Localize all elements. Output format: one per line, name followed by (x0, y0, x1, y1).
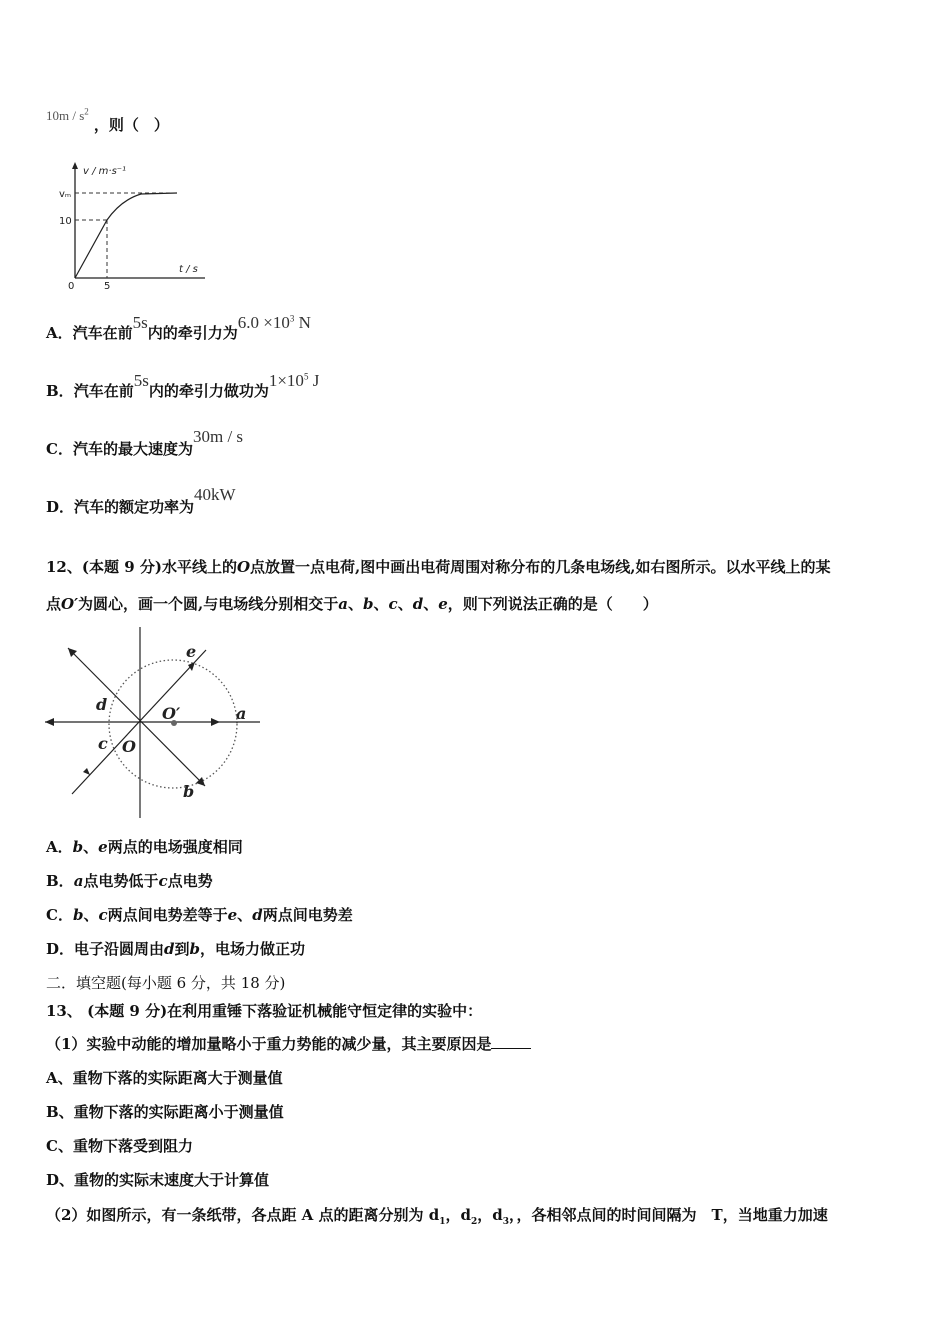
top-line (46, 104, 169, 134)
q11-option-a: A．汽车在前5s内的牵引力为$6.0 \times 10^3$ N (46, 313, 311, 342)
q13-option-a: A、重物下落的实际距离大于测量值 (46, 1069, 283, 1087)
label-b: b (183, 782, 195, 801)
q12-option-d: D．电子沿圆周由d到b，电场力做正功 (46, 940, 306, 958)
label-o-prime: O′ (162, 704, 181, 723)
section2-heading: 二．填空题(每小题 6 分，共 18 分) (46, 974, 286, 992)
q11-option-b: B．汽车在前5s内的牵引力做功为$1\times 10^5$ J (46, 371, 320, 400)
velocity-time-graph (55, 160, 220, 295)
q12-option-c: C．b、c两点间电势差等于e、d两点间电势差 (46, 906, 353, 924)
q11-option-c: C．汽车的最大速度为30m / s (46, 427, 244, 458)
label-e: e (186, 642, 197, 661)
electric-field-figure (40, 622, 270, 822)
label-o: O (122, 737, 136, 756)
top-line-text: ，则（ ） (93, 116, 169, 134)
answer-blank[interactable] (491, 1036, 531, 1049)
t5-tick: 5 (104, 281, 111, 292)
accel-expression: $10m / s^2$ (46, 106, 89, 123)
q12-stem-line2: 点O′为圆心，画一个圆,与电场线分别相交于a、b、c、d、e，则下列说法正确的是（ ） (46, 595, 658, 613)
q13-part1: （1）实验中动能的增加量略小于重力势能的减少量，其主要原因是 (46, 1033, 531, 1054)
q13-option-c: C、重物下落受到阻力 (46, 1137, 193, 1155)
q12-option-a: A．b、e两点的电场强度相同 (46, 838, 243, 856)
label-a: a (236, 704, 247, 723)
q12-option-b: B．a点电势低于c点电势 (46, 872, 213, 890)
q13-part2: （2）如图所示，有一条纸带，各点距 A 点的距离分别为 $d_1$，$d_2$，$d_3$，，各相邻点间的时间间隔为 T，当地重力加速 (46, 1206, 828, 1227)
vm-tick: vₘ (59, 189, 72, 200)
diagonal-field-line-db (68, 648, 205, 786)
q13-option-d: D、重物的实际末速度大于计算值 (46, 1171, 270, 1189)
v10-tick: 10 (59, 216, 72, 227)
label-d: d (96, 695, 108, 714)
q13-title: 13、 (本题 9 分)在利用重锤下落验证机械能守恒定律的实验中： (46, 1002, 483, 1020)
q13-option-b: B、重物下落的实际距离小于测量值 (46, 1103, 284, 1121)
x-axis-label: t / s (179, 264, 198, 275)
y-axis-label: v / m·s⁻¹ (83, 166, 127, 177)
origin-tick: 0 (68, 281, 75, 292)
velocity-curve (75, 193, 177, 278)
q12-stem-line1: 12、(本题 9 分)水平线上的O点放置一点电荷,图中画出电荷周围对称分布的几条电场线,如右图所示。以水平线上的某 (46, 558, 831, 576)
label-c: c (98, 734, 108, 753)
q11-option-d: D．汽车的额定功率为40kW (46, 485, 236, 516)
